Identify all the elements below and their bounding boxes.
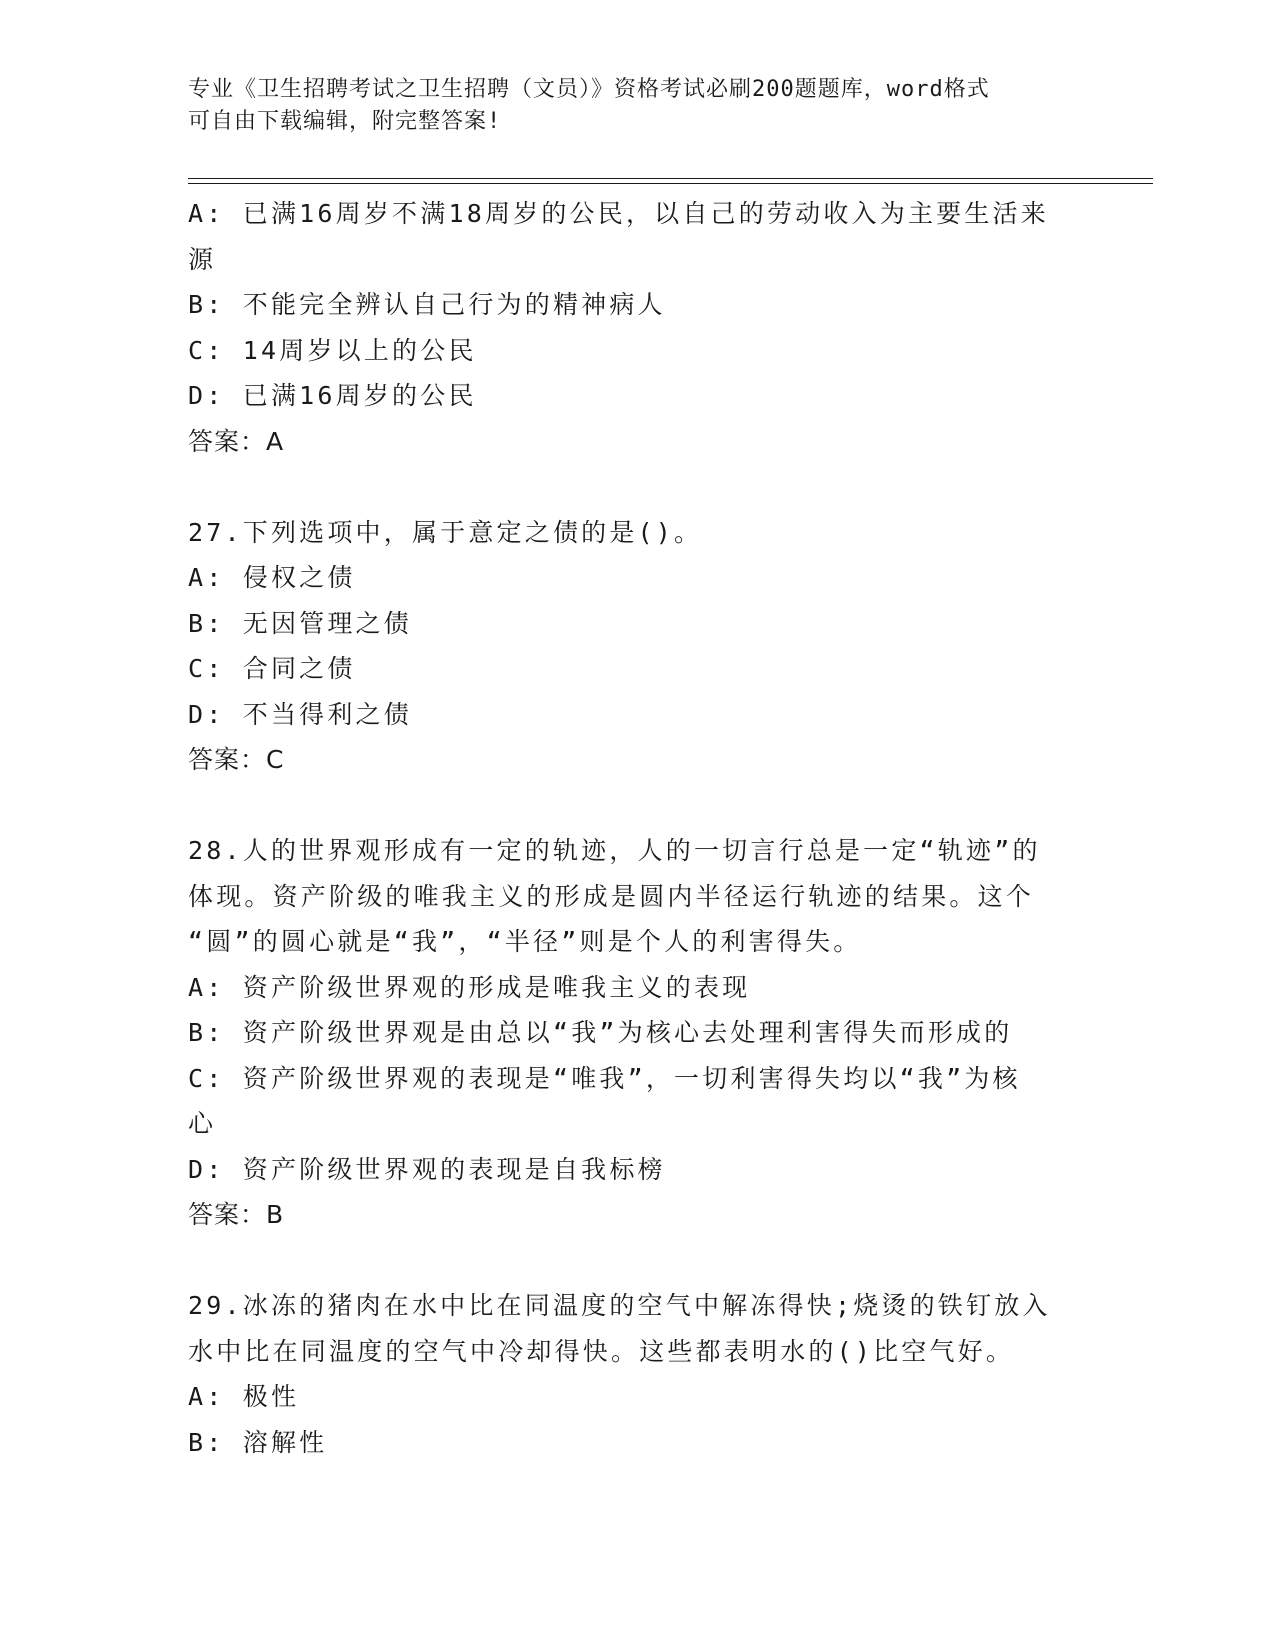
q27-option-c: C: 合同之债: [188, 654, 356, 683]
q28-option-c-line-1: C: 资产阶级世界观的表现是“唯我”，一切利害得失均以“我”为核: [188, 1063, 1021, 1093]
document-header: [188, 74, 1068, 138]
header-divider-top: [188, 178, 1153, 179]
header-divider-bottom: [188, 183, 1153, 184]
q26-option-a-line-2: 源: [188, 244, 217, 274]
spacer: [188, 464, 1078, 510]
q28-question-line-3: “圆”的圆心就是“我”，“半径”则是个人的利害得失。: [188, 927, 862, 956]
q26-answer: 答案：A: [188, 426, 285, 456]
q28-option-a: A: 资产阶级世界观的形成是唯我主义的表现: [188, 972, 751, 1002]
q29-option-a: A: 极性: [188, 1382, 300, 1411]
header-line-1: 专业《卫生招聘考试之卫生招聘（文员）》资格考试必刷200题题库，word格式: [188, 77, 990, 102]
q28-option-b: B: 资产阶级世界观是由总以“我”为核心去处理利害得失而形成的: [188, 1018, 1013, 1047]
q27-question: 27.下列选项中，属于意定之债的是()。: [188, 517, 703, 547]
q26-option-a-line-1: A: 已满16周岁不满18周岁的公民，以自己的劳动收入为主要生活来: [188, 199, 1049, 228]
q28-option-d: D: 资产阶级世界观的表现是自我标榜: [188, 1154, 666, 1184]
q26-option-b: B: 不能完全辨认自己行为的精神病人: [188, 290, 666, 319]
q28-question-line-2: 体现。资产阶级的唯我主义的形成是圆内半径运行轨迹的结果。这个: [188, 881, 1035, 911]
q28-option-c-line-2: 心: [188, 1109, 217, 1138]
header-line-2: 可自由下载编辑，附完整答案!: [188, 109, 502, 134]
q27-option-b: B: 无因管理之债: [188, 608, 412, 638]
question-content: [188, 191, 1078, 1465]
q29-option-b: B: 溶解性: [188, 1427, 328, 1457]
q27-answer: 答案：C: [188, 745, 285, 774]
q27-option-a: A: 侵权之债: [188, 563, 356, 592]
q28-question-line-1: 28.人的世界观形成有一定的轨迹，人的一切言行总是一定“轨迹”的: [188, 836, 1041, 865]
spacer: [188, 1238, 1078, 1284]
q26-option-c: C: 14周岁以上的公民: [188, 335, 477, 365]
q29-question-line-2: 水中比在同温度的空气中冷却得快。这些都表明水的()比空气好。: [188, 1336, 1015, 1366]
q27-option-d: D: 不当得利之债: [188, 699, 412, 729]
q29-question-line-1: 29.冰冻的猪肉在水中比在同温度的空气中解冻得快;烧烫的铁钉放入: [188, 1291, 1051, 1320]
q28-answer: 答案：B: [188, 1200, 285, 1229]
q26-option-d: D: 已满16周岁的公民: [188, 381, 477, 410]
spacer: [188, 783, 1078, 829]
